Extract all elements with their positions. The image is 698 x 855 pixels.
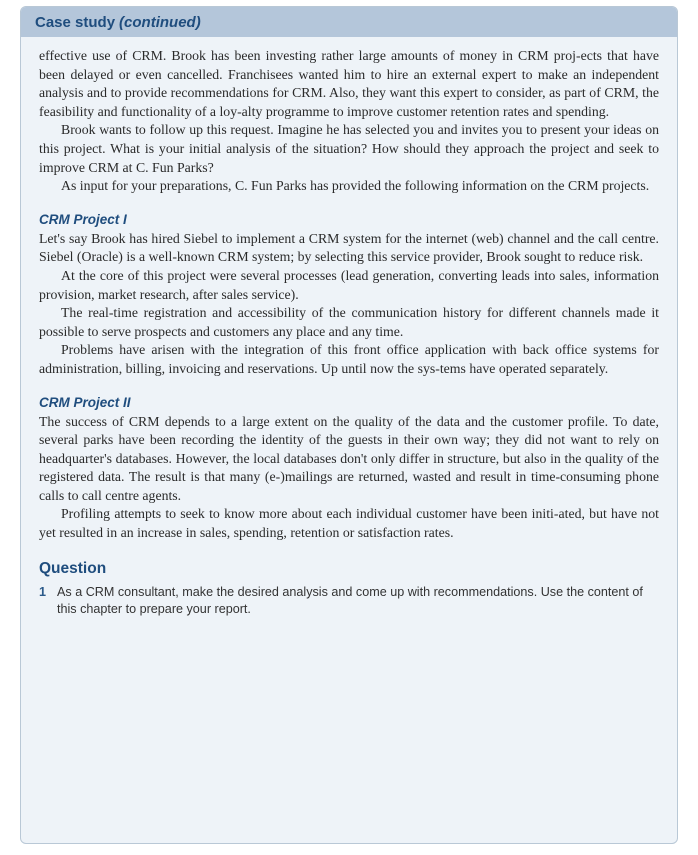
intro-paragraph-3: As input for your preparations, C. Fun Parks has provided the following information on the CRM projects. [61,178,650,194]
intro-paragraph-2: Brook wants to follow up this request. Imagine he has selected you and invites you to present your ideas on this project. What is your initial analysis of the situation? How should they approach the project and seek to improve CRM at C. Fun Parks? [39,122,659,175]
case-study-title: Case study [35,13,116,31]
case-study-content [21,37,677,618]
question-number: 1 [39,584,47,599]
crm-project-2-paragraph-2: Profiling attempts to seek to know more about each individual customer have been initi-ated, but have not yet resulted in an increase in sales, spending, retention or satisfaction rates. [39,506,659,541]
crm-project-2-paragraph-1: The success of CRM depends to a large extent on the quality of the data and the customer profile. To date, several parks have been recording the identity of the guests in their own way; they did not want to rely on headquarter's databases. However, the local databases don't only differ in structure, but also in the quality of the registered data. The result is that many (e-)mailings are returned, wasted and result in time-consuming phone calls to call centre agents. [39,413,659,503]
crm-project-2-title: CRM Project II [39,394,131,410]
continued-label: (continued) [119,13,201,31]
crm-project-1-title: CRM Project I [39,211,127,227]
question-text: As a CRM consultant, make the desired analysis and come up with recommendations. Use the content of this chapter to prepare your report. [57,584,643,616]
crm-project-1-paragraph-2: At the core of this project were several processes (lead generation, converting leads into sales, information provision, market research, after sales service). [39,267,659,302]
crm-project-1-paragraph-3: The real-time registration and accessibility of the communication history for different channels made it possible to serve prospects and customers any place and any time. [39,305,659,339]
question-item [39,584,659,618]
crm-project-1-paragraph-1: Let's say Brook has hired Siebel to implement a CRM system for the internet (web) channel and the call centre. Siebel (Oracle) is a well-known CRM system; by selecting this service provider, Brook sought to reduce risk. [39,230,659,265]
intro-paragraph-1: effective use of CRM. Brook has been investing rather large amounts of money in CRM proj-ects that have been delayed or even cancelled. Franchisees wanted him to hire an external expert to make an independent analysis and to provide recommendations for CRM. Also, they want this expert to consider, as part of CRM, the feasibility and functionality of a loy-alty programme to improve customer retention rates and spending. [39,48,659,119]
question-heading: Question [39,559,107,577]
case-study-header [21,7,677,37]
case-study-box [20,6,678,844]
crm-project-1-paragraph-4: Problems have arisen with the integration of this front office application with back office systems for administration, billing, invoicing and reservations. Up until now the sys-tems have operated separately. [39,342,659,376]
